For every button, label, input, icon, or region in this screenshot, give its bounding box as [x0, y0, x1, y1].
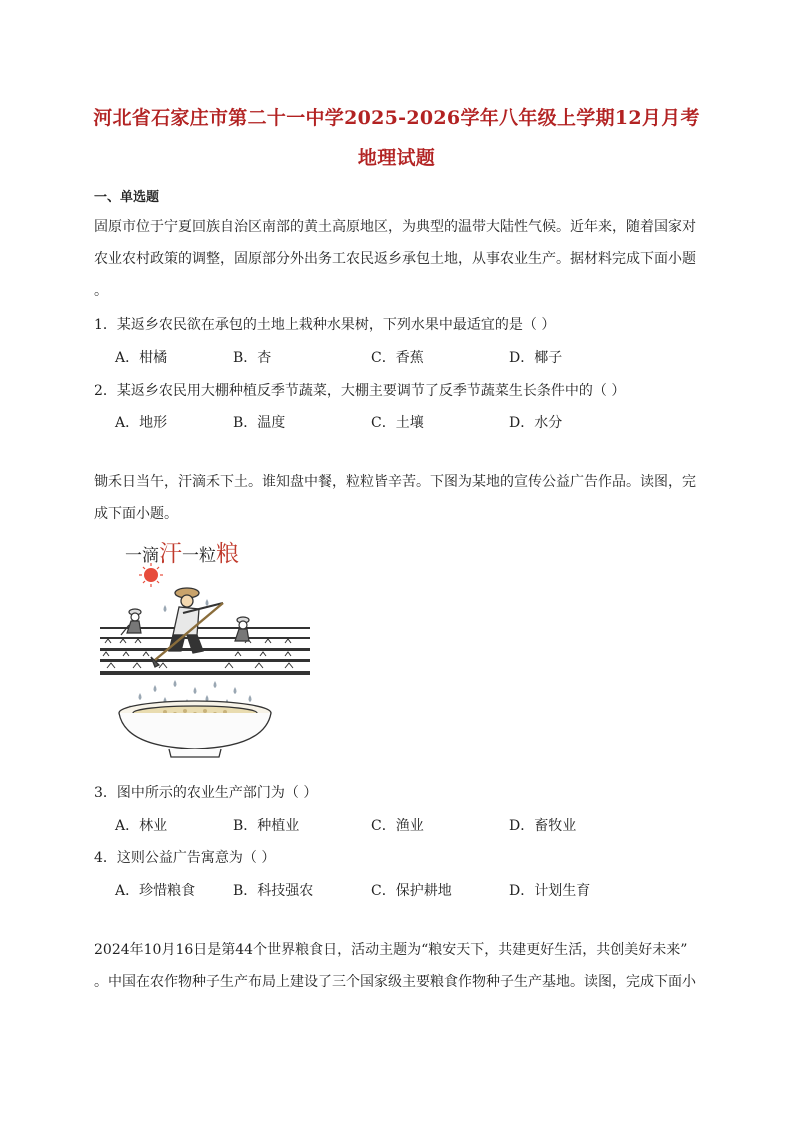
- q2-option-b[interactable]: B．温度: [233, 415, 286, 431]
- material-2: [94, 466, 704, 530]
- q4-option-d[interactable]: D．计划生育: [509, 883, 591, 899]
- poster-slogan-part1: 一滴: [125, 546, 159, 566]
- exam-title-line1: 河北省石家庄市第二十一中学2025-2026学年八年级上学期12月月考: [93, 107, 700, 129]
- material-1-line3: 。: [94, 283, 108, 299]
- poster-drawing: [95, 535, 315, 765]
- section-heading: 一、单选题: [94, 190, 160, 205]
- farmer-left: [121, 609, 141, 635]
- q3-option-a[interactable]: A．林业: [115, 818, 168, 834]
- q4-option-a[interactable]: A．珍惜粮食: [115, 883, 196, 899]
- question-2-stem: 2．某返乡农民用大棚种植反季节蔬菜，大棚主要调节了反季节蔬菜生长条件中的（ ）: [94, 383, 626, 399]
- q2-option-a[interactable]: A．地形: [115, 415, 168, 431]
- q3-option-b[interactable]: B．种植业: [233, 818, 300, 834]
- q4-option-b[interactable]: B．科技强农: [233, 883, 314, 899]
- material-1: [94, 211, 704, 307]
- q1-option-c[interactable]: C．香蕉: [371, 350, 424, 366]
- q2-option-d[interactable]: D．水分: [509, 415, 563, 431]
- material-1-line1: 固原市位于宁夏回族自治区南部的黄土高原地区，为典型的温带大陆性气候。近年来，随着国家对: [94, 219, 696, 235]
- q1-option-b[interactable]: B．杏: [233, 350, 272, 366]
- q1-option-d[interactable]: D．椰子: [509, 350, 563, 366]
- q1-option-a[interactable]: A．柑橘: [115, 350, 168, 366]
- sun-icon: [139, 563, 163, 587]
- poster-illustration: [95, 535, 315, 765]
- exam-title-line2: 地理试题: [357, 147, 436, 169]
- q3-option-c[interactable]: C．渔业: [371, 818, 424, 834]
- material-3-line1: 2024年10月16日是第44个世界粮食日，活动主题为“粮安天下，共建更好生活，共创美好未来”: [94, 942, 688, 958]
- q3-option-d[interactable]: D．畜牧业: [509, 818, 577, 834]
- poster-slogan-part4: 粮: [216, 541, 239, 567]
- q4-option-c[interactable]: C．保护耕地: [371, 883, 452, 899]
- poster-slogan-part2: 汗: [159, 541, 182, 567]
- material-2-line2: 成下面小题。: [94, 506, 178, 522]
- material-2-line1: 锄禾日当午，汗滴禾下土。谁知盘中餐，粒粒皆辛苦。下图为某地的宣传公益广告作品。读图，完: [94, 474, 696, 490]
- material-3: [94, 934, 709, 998]
- poster-slogan-part3: 一粒: [182, 546, 216, 566]
- field-rows: [100, 627, 310, 675]
- q2-option-c[interactable]: C．土壤: [371, 415, 424, 431]
- question-3-stem: 3．图中所示的农业生产部门为（ ）: [94, 785, 318, 801]
- question-1-stem: 1．某返乡农民欲在承包的土地上栽种水果树，下列水果中最适宜的是（ ）: [94, 317, 556, 333]
- rice-bowl-icon: [119, 701, 271, 757]
- material-3-line2: 。中国在农作物种子生产布局上建设了三个国家级主要粮食作物种子生产基地。读图，完成下面小: [94, 974, 696, 990]
- question-4-stem: 4．这则公益广告寓意为（ ）: [94, 850, 276, 866]
- material-1-line2: 农业农村政策的调整，固原部分外出务工农民返乡承包土地，从事农业生产。据材料完成下面小题: [94, 251, 696, 267]
